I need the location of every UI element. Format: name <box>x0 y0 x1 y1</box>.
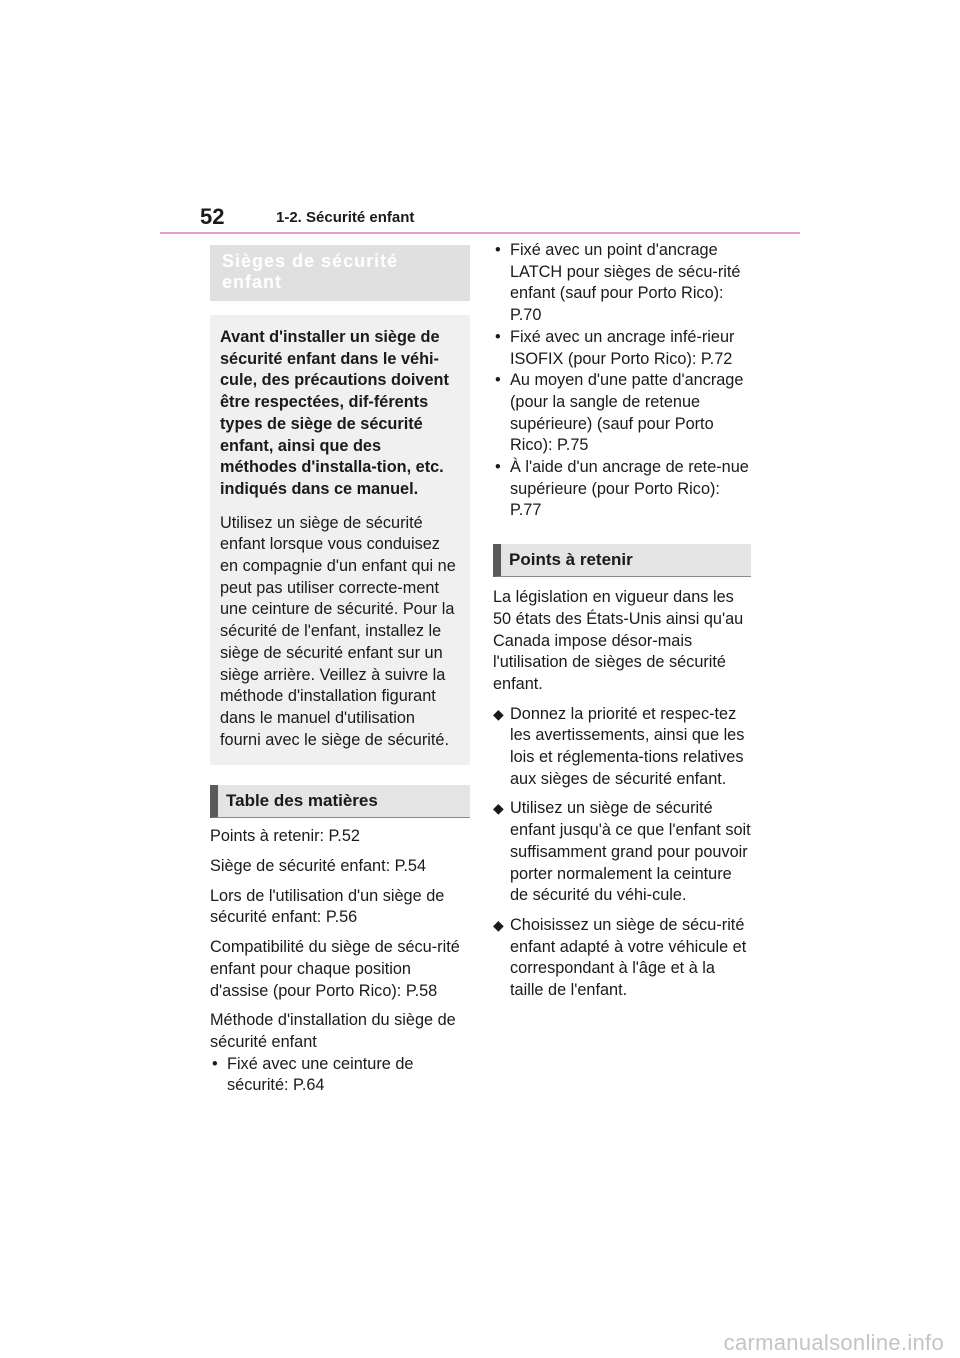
method-bullet-text: Fixé avec une ceinture de sécurité: P.64 <box>227 1054 414 1095</box>
page-number: 52 <box>200 204 225 229</box>
intro-box <box>210 315 470 765</box>
points-item-text: Donnez la priorité et respec-tez les avertissements, ainsi que les lois et réglementa-tions relatives aux sièges de sécurité enfant. <box>510 704 745 788</box>
points-list-item <box>493 704 751 791</box>
watermark: carmanualsonline.info <box>723 1330 944 1355</box>
method-bullet-text: Fixé avec un ancrage infé-rieur ISOFIX (pour Porto Rico): P.72 <box>510 327 735 368</box>
main-title: Sièges de sécurité enfant <box>210 245 470 301</box>
method-title: Méthode d'installation du siège de sécurité enfant <box>210 1011 456 1051</box>
intro-bold-text: Avant d'installer un siège de sécurité enfant dans le véhi-cule, des précautions doivent être respectées, dif-férents types de siège de sécurité enfant, ainsi que des méthodes d'installa-tion, etc. indiqués dans ce manuel. <box>220 328 449 498</box>
method-bullet-item <box>493 457 751 522</box>
right-column <box>493 240 751 1002</box>
points-item-text: Choisissez un siège de sécu-rité enfant adapté à votre véhicule et correspondant à l'âge et à la taille de l'enfant. <box>510 915 747 1000</box>
points-heading: Points à retenir <box>493 544 751 577</box>
method-bullet-text: À l'aide d'un ancrage de rete-nue supérieure (pour Porto Rico): P.77 <box>510 458 749 520</box>
method-bullet-item <box>493 327 751 370</box>
toc-item: Compatibilité du siège de sécu-rité enfant pour chaque position d'assise (pour Porto Rico): P.58 <box>210 938 460 1000</box>
points-intro: La législation en vigueur dans les 50 états des États-Unis ainsi qu'au Canada impose désor-mais l'utilisation de sièges de sécurité enfant. <box>493 588 744 693</box>
intro-text: Utilisez un siège de sécurité enfant lorsque vous conduisez en compagnie d'un enfant qui ne peut pas utiliser correcte-ment une ceinture de sécurité. Pour la sécurité de l'enfant, installez le siège de sécurité enfant sur un siège arrière. Veillez à suivre la méthode d'installation figurant dans le manuel d'utilisation fourni avec le siège de sécurité. <box>220 513 456 749</box>
bullet-icon: • <box>495 241 501 259</box>
left-column <box>210 245 470 1097</box>
toc-heading: Table des matières <box>210 785 470 818</box>
bullet-icon: • <box>212 1054 218 1073</box>
toc-item: Siège de sécurité enfant: P.54 <box>210 857 427 876</box>
method-bullet-item <box>493 240 751 327</box>
points-item-text: Utilisez un siège de sécurité enfant jusqu'à ce que l'enfant soit suffisamment grand pour pouvoir porter normalement la ceinture de sécurité du véhi-cule. <box>510 799 751 905</box>
toc-list <box>210 826 470 1097</box>
diamond-bullet-icon: ◆ <box>493 705 504 722</box>
method-bullet-item <box>210 1054 470 1097</box>
method-bullet-text: Fixé avec un point d'ancrage LATCH pour sièges de sécu-rité enfant (sauf pour Porto Rico): P.70 <box>510 241 741 325</box>
toc-item: Points à retenir: P.52 <box>210 827 360 846</box>
header-divider <box>160 232 800 234</box>
diamond-bullet-icon: ◆ <box>493 916 504 933</box>
bullet-icon: • <box>495 371 501 390</box>
method-bullet-item <box>493 370 751 457</box>
bullet-icon: • <box>495 458 501 477</box>
points-list-item <box>493 798 751 907</box>
section-label: 1-2. Sécurité enfant <box>276 209 415 226</box>
bullet-icon: • <box>495 327 501 346</box>
points-list-item <box>493 915 751 1002</box>
toc-item: Lors de l'utilisation d'un siège de sécurité enfant: P.56 <box>210 886 445 927</box>
method-bullet-text: Au moyen d'une patte d'ancrage (pour la sangle de retenue supérieure) (sauf pour Porto Rico): P.75 <box>510 371 744 455</box>
diamond-bullet-icon: ◆ <box>493 800 504 817</box>
